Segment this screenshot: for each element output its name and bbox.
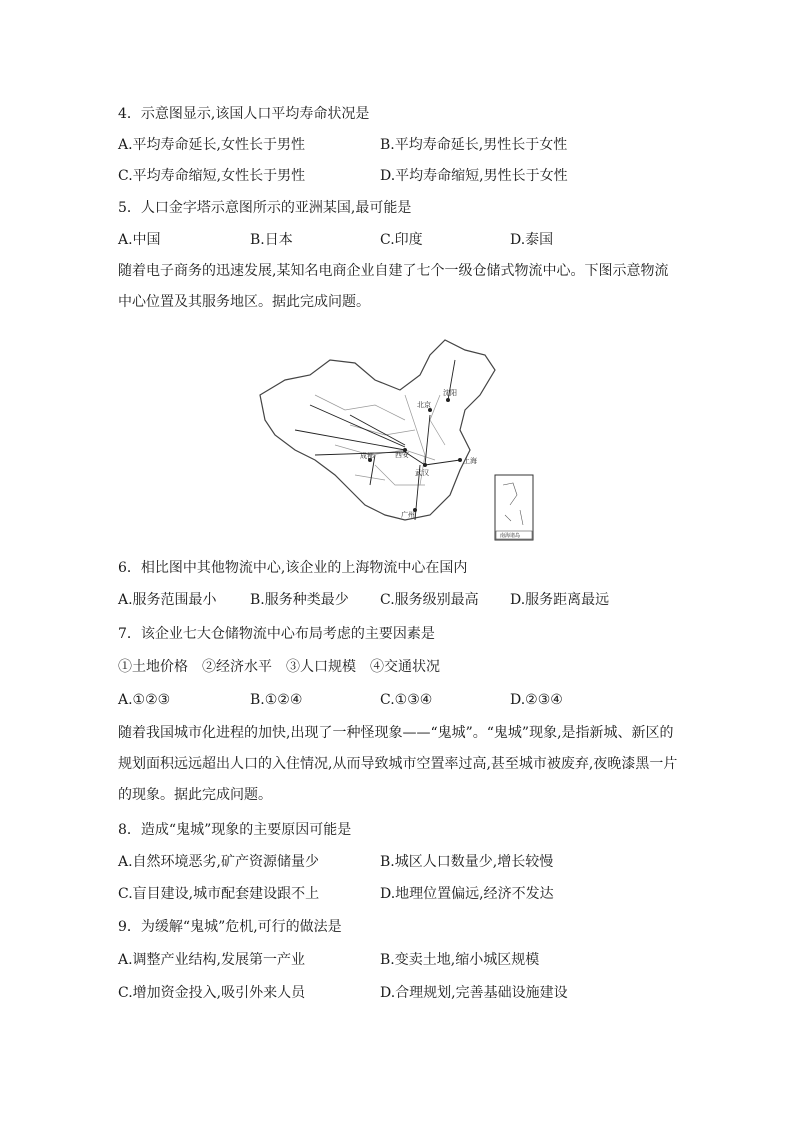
city-label-beijing: 北京 <box>417 401 431 409</box>
q9-option-a: A.调整产业结构,发展第一产业 <box>118 952 306 968</box>
question-7-stem: 7．该企业七大仓储物流中心布局考虑的主要因素是 <box>118 626 435 642</box>
city-label-shanghai: 上海 <box>463 457 477 465</box>
q7-option-c: C.①③④ <box>380 692 433 708</box>
q4-option-a: A.平均寿命延长,女性长于男性 <box>118 137 306 153</box>
q9-option-c: C.增加资金投入,吸引外来人员 <box>118 985 306 1001</box>
city-label-shenyang: 沈阳 <box>443 389 457 397</box>
q8-option-c: C.盲目建设,城市配套建设跟不上 <box>118 886 320 902</box>
q7-option-a: A.①②③ <box>118 692 171 708</box>
city-label-guangzhou: 广州 <box>401 511 415 519</box>
q4-option-d: D.平均寿命缩短,男性长于女性 <box>380 168 568 184</box>
city-label-wuhan: 武汉 <box>415 469 429 477</box>
q8-option-a: A.自然环境恶劣,矿产资源储量少 <box>118 854 320 870</box>
q9-option-d: D.合理规划,完善基础设施建设 <box>380 985 568 1001</box>
question-5-stem: 5．人口金字塔示意图所示的亚洲某国,最可能是 <box>118 200 412 216</box>
q5-option-c: C.印度 <box>380 232 423 248</box>
q6-option-c: C.服务级别最高 <box>380 592 479 608</box>
q6-option-a: A.服务范围最小 <box>118 592 217 608</box>
china-logistics-map <box>255 335 540 545</box>
q5-option-d: D.泰国 <box>510 232 554 248</box>
q4-option-b: B.平均寿命延长,男性长于女性 <box>380 137 568 153</box>
question-8-stem: 8．造成“鬼城”现象的主要原因可能是 <box>118 822 352 838</box>
q7-factors: ①土地价格 ②经济水平 ③人口规模 ④交通状况 <box>118 659 440 675</box>
q8-option-d: D.地理位置偏远,经济不发达 <box>380 886 554 902</box>
question-4-stem: 4．示意图显示,该国人口平均寿命状况是 <box>118 106 370 122</box>
q6-option-b: B.服务种类最少 <box>250 592 349 608</box>
passage-logistics: 随着电子商务的迅速发展,某知名电商企业自建了七个一级仓储式物流中心。下图示意物流中心位置及其服务地区。据此完成问题。 <box>118 263 669 310</box>
q4-option-c: C.平均寿命缩短,女性长于男性 <box>118 168 306 184</box>
passage-ghost-city: 随着我国城市化进程的加快,出现了一种怪现象——“鬼城”。“鬼城”现象,是指新城、新区的规划面积远远超出人口的入住情况,从而导致城市空置率过高,甚至城市被废弃,夜晚漆黑一片的现象。据此完成问题。 <box>118 725 678 803</box>
inset-label: 南海诸岛 <box>500 533 521 539</box>
q7-option-d: D.②③④ <box>510 692 563 708</box>
q5-option-a: A.中国 <box>118 232 161 248</box>
q5-option-b: B.日本 <box>250 232 293 248</box>
question-9-stem: 9．为缓解“鬼城”危机,可行的做法是 <box>118 919 342 935</box>
city-label-chengdu: 成都 <box>360 452 374 460</box>
q8-option-b: B.城区人口数量少,增长较慢 <box>380 854 554 870</box>
question-6-stem: 6．相比图中其他物流中心,该企业的上海物流中心在国内 <box>118 560 468 576</box>
city-label-xian: 西安 <box>395 451 409 459</box>
q9-option-b: B.变卖土地,缩小城区规模 <box>380 952 540 968</box>
q7-option-b: B.①②④ <box>250 692 303 708</box>
q6-option-d: D.服务距离最远 <box>510 592 610 608</box>
